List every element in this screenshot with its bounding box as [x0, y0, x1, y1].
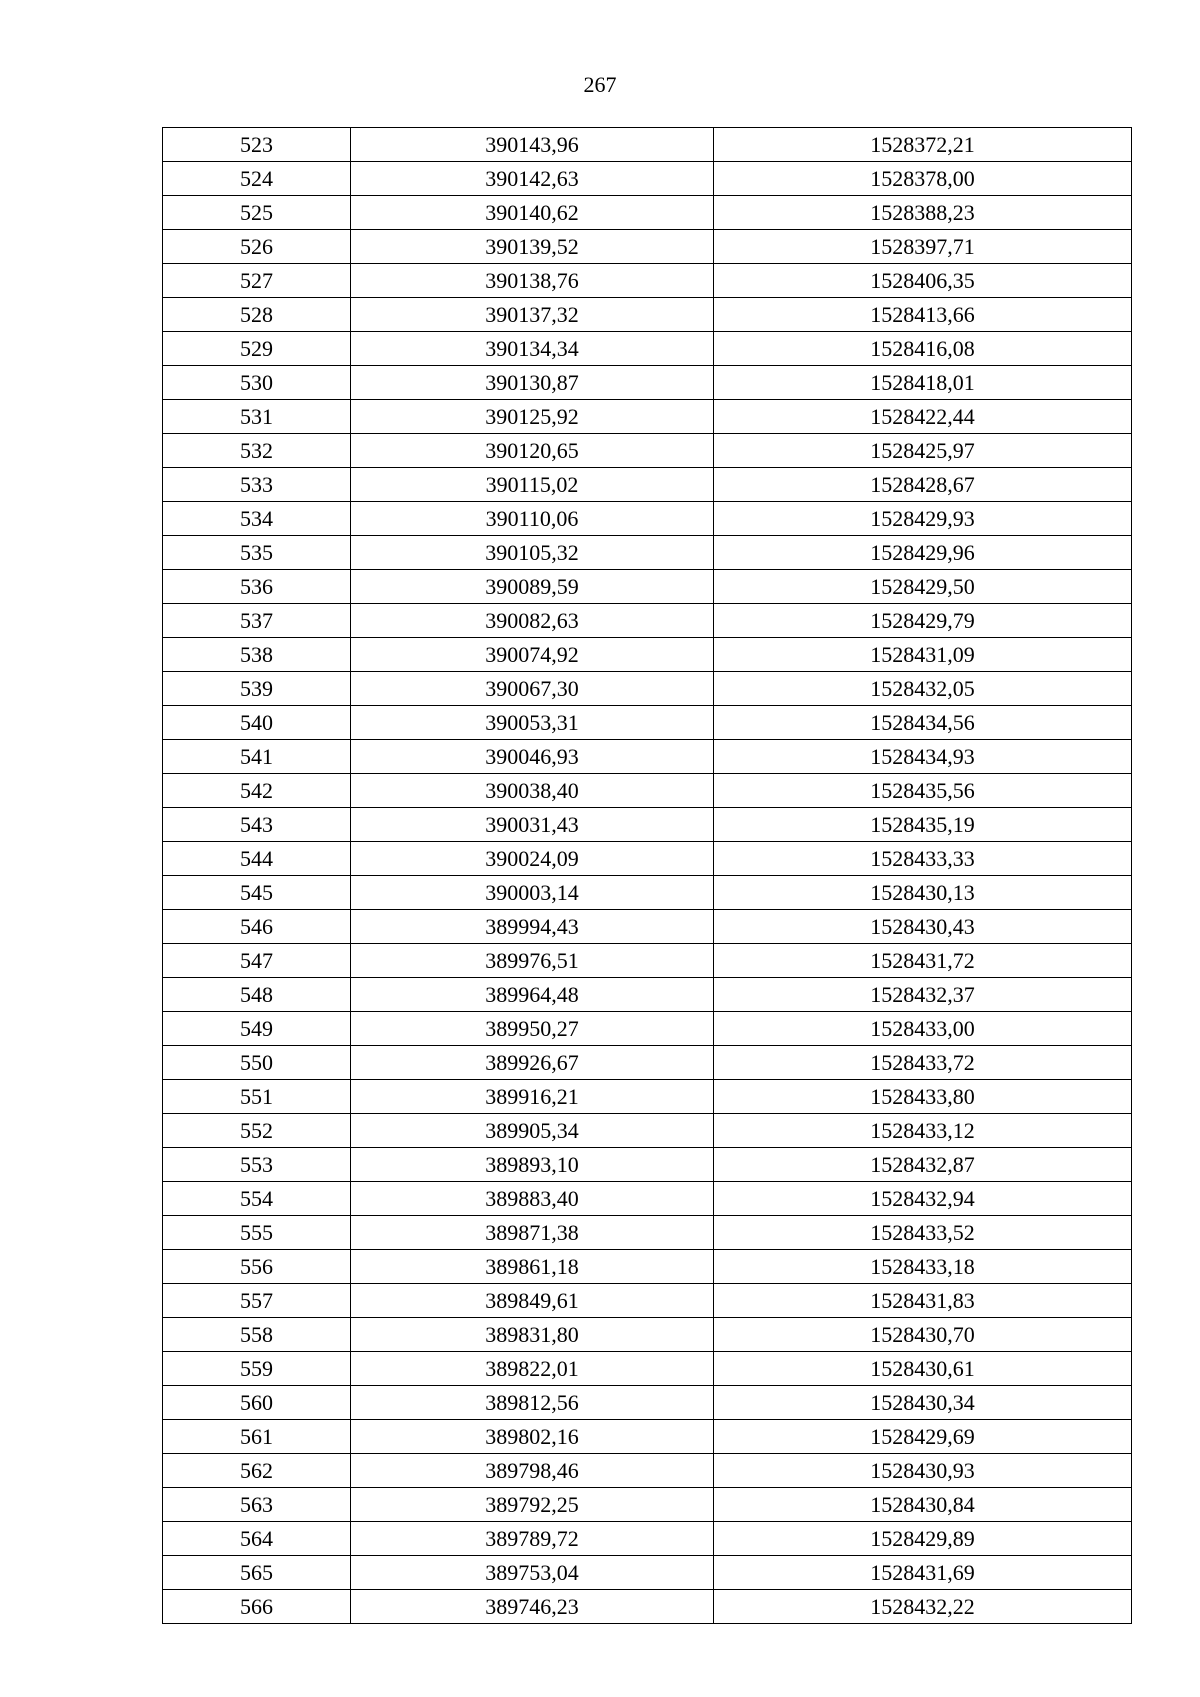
x-coordinate-cell: 390138,76: [351, 264, 714, 298]
x-coordinate-cell: 389964,48: [351, 978, 714, 1012]
point-number-cell: 536: [163, 570, 351, 604]
y-coordinate-cell: 1528433,72: [714, 1046, 1132, 1080]
point-number-cell: 524: [163, 162, 351, 196]
point-number-cell: 558: [163, 1318, 351, 1352]
y-coordinate-cell: 1528418,01: [714, 366, 1132, 400]
table-row: [163, 1250, 1132, 1284]
y-coordinate-cell: 1528422,44: [714, 400, 1132, 434]
point-number-cell: 530: [163, 366, 351, 400]
table-row: [163, 638, 1132, 672]
x-coordinate-cell: 390120,65: [351, 434, 714, 468]
table-row: [163, 1352, 1132, 1386]
table-row: [163, 706, 1132, 740]
table-row: [163, 842, 1132, 876]
x-coordinate-cell: 389849,61: [351, 1284, 714, 1318]
table-row: [163, 1080, 1132, 1114]
point-number-cell: 525: [163, 196, 351, 230]
table-row: [163, 1556, 1132, 1590]
y-coordinate-cell: 1528430,70: [714, 1318, 1132, 1352]
point-number-cell: 552: [163, 1114, 351, 1148]
x-coordinate-cell: 389753,04: [351, 1556, 714, 1590]
table-row: [163, 978, 1132, 1012]
table-row: [163, 570, 1132, 604]
table-row: [163, 944, 1132, 978]
table-row: [163, 298, 1132, 332]
point-number-cell: 547: [163, 944, 351, 978]
x-coordinate-cell: 390038,40: [351, 774, 714, 808]
x-coordinate-cell: 390115,02: [351, 468, 714, 502]
x-coordinate-cell: 389916,21: [351, 1080, 714, 1114]
y-coordinate-cell: 1528433,12: [714, 1114, 1132, 1148]
table-row: [163, 502, 1132, 536]
y-coordinate-cell: 1528428,67: [714, 468, 1132, 502]
point-number-cell: 528: [163, 298, 351, 332]
x-coordinate-cell: 389831,80: [351, 1318, 714, 1352]
x-coordinate-cell: 390053,31: [351, 706, 714, 740]
x-coordinate-cell: 390003,14: [351, 876, 714, 910]
table-row: [163, 366, 1132, 400]
y-coordinate-cell: 1528416,08: [714, 332, 1132, 366]
table-row: [163, 196, 1132, 230]
point-number-cell: 561: [163, 1420, 351, 1454]
y-coordinate-cell: 1528430,34: [714, 1386, 1132, 1420]
point-number-cell: 539: [163, 672, 351, 706]
y-coordinate-cell: 1528433,52: [714, 1216, 1132, 1250]
x-coordinate-cell: 389905,34: [351, 1114, 714, 1148]
table-row: [163, 1590, 1132, 1624]
x-coordinate-cell: 389798,46: [351, 1454, 714, 1488]
y-coordinate-cell: 1528432,37: [714, 978, 1132, 1012]
point-number-cell: 551: [163, 1080, 351, 1114]
point-number-cell: 533: [163, 468, 351, 502]
x-coordinate-cell: 389822,01: [351, 1352, 714, 1386]
y-coordinate-cell: 1528430,43: [714, 910, 1132, 944]
table-row: [163, 808, 1132, 842]
x-coordinate-cell: 389976,51: [351, 944, 714, 978]
table-row: [163, 774, 1132, 808]
table-row: [163, 400, 1132, 434]
table-row: [163, 1386, 1132, 1420]
table-row: [163, 1148, 1132, 1182]
y-coordinate-cell: 1528431,83: [714, 1284, 1132, 1318]
table-row: [163, 1182, 1132, 1216]
y-coordinate-cell: 1528397,71: [714, 230, 1132, 264]
y-coordinate-cell: 1528432,22: [714, 1590, 1132, 1624]
point-number-cell: 544: [163, 842, 351, 876]
table-row: [163, 1216, 1132, 1250]
x-coordinate-cell: 389802,16: [351, 1420, 714, 1454]
page-number: 267: [583, 72, 617, 97]
x-coordinate-cell: 390067,30: [351, 672, 714, 706]
y-coordinate-cell: 1528433,00: [714, 1012, 1132, 1046]
y-coordinate-cell: 1528429,96: [714, 536, 1132, 570]
x-coordinate-cell: 390110,06: [351, 502, 714, 536]
table-row: [163, 1318, 1132, 1352]
table-row: [163, 162, 1132, 196]
y-coordinate-cell: 1528429,89: [714, 1522, 1132, 1556]
y-coordinate-cell: 1528433,80: [714, 1080, 1132, 1114]
y-coordinate-cell: 1528378,00: [714, 162, 1132, 196]
point-number-cell: 563: [163, 1488, 351, 1522]
x-coordinate-cell: 389950,27: [351, 1012, 714, 1046]
y-coordinate-cell: 1528432,94: [714, 1182, 1132, 1216]
y-coordinate-cell: 1528388,23: [714, 196, 1132, 230]
x-coordinate-cell: 389746,23: [351, 1590, 714, 1624]
point-number-cell: 562: [163, 1454, 351, 1488]
point-number-cell: 564: [163, 1522, 351, 1556]
y-coordinate-cell: 1528431,69: [714, 1556, 1132, 1590]
point-number-cell: 566: [163, 1590, 351, 1624]
point-number-cell: 537: [163, 604, 351, 638]
y-coordinate-cell: 1528429,50: [714, 570, 1132, 604]
table-row: [163, 910, 1132, 944]
table-row: [163, 536, 1132, 570]
x-coordinate-cell: 390105,32: [351, 536, 714, 570]
y-coordinate-cell: 1528425,97: [714, 434, 1132, 468]
x-coordinate-cell: 389893,10: [351, 1148, 714, 1182]
y-coordinate-cell: 1528433,18: [714, 1250, 1132, 1284]
table-row: [163, 1046, 1132, 1080]
table-row: [163, 672, 1132, 706]
point-number-cell: 556: [163, 1250, 351, 1284]
y-coordinate-cell: 1528435,19: [714, 808, 1132, 842]
point-number-cell: 550: [163, 1046, 351, 1080]
point-number-cell: 526: [163, 230, 351, 264]
point-number-cell: 527: [163, 264, 351, 298]
x-coordinate-cell: 390130,87: [351, 366, 714, 400]
table-row: [163, 1420, 1132, 1454]
x-coordinate-cell: 390089,59: [351, 570, 714, 604]
point-number-cell: 560: [163, 1386, 351, 1420]
point-number-cell: 545: [163, 876, 351, 910]
point-number-cell: 555: [163, 1216, 351, 1250]
y-coordinate-cell: 1528433,33: [714, 842, 1132, 876]
point-number-cell: 531: [163, 400, 351, 434]
table-row: [163, 434, 1132, 468]
x-coordinate-cell: 389994,43: [351, 910, 714, 944]
x-coordinate-cell: 389926,67: [351, 1046, 714, 1080]
x-coordinate-cell: 390031,43: [351, 808, 714, 842]
x-coordinate-cell: 390082,63: [351, 604, 714, 638]
table-row: [163, 604, 1132, 638]
table-row: [163, 1488, 1132, 1522]
point-number-cell: 554: [163, 1182, 351, 1216]
point-number-cell: 549: [163, 1012, 351, 1046]
x-coordinate-cell: 390142,63: [351, 162, 714, 196]
y-coordinate-cell: 1528431,72: [714, 944, 1132, 978]
point-number-cell: 534: [163, 502, 351, 536]
x-coordinate-cell: 390140,62: [351, 196, 714, 230]
point-number-cell: 548: [163, 978, 351, 1012]
y-coordinate-cell: 1528429,69: [714, 1420, 1132, 1454]
table-row: [163, 264, 1132, 298]
point-number-cell: 535: [163, 536, 351, 570]
point-number-cell: 553: [163, 1148, 351, 1182]
y-coordinate-cell: 1528430,93: [714, 1454, 1132, 1488]
point-number-cell: 529: [163, 332, 351, 366]
table-row: [163, 876, 1132, 910]
x-coordinate-cell: 389861,18: [351, 1250, 714, 1284]
x-coordinate-cell: 389789,72: [351, 1522, 714, 1556]
y-coordinate-cell: 1528430,84: [714, 1488, 1132, 1522]
point-number-cell: 557: [163, 1284, 351, 1318]
point-number-cell: 538: [163, 638, 351, 672]
point-number-cell: 541: [163, 740, 351, 774]
x-coordinate-cell: 390125,92: [351, 400, 714, 434]
x-coordinate-cell: 390137,32: [351, 298, 714, 332]
x-coordinate-cell: 390046,93: [351, 740, 714, 774]
y-coordinate-cell: 1528435,56: [714, 774, 1132, 808]
x-coordinate-cell: 389871,38: [351, 1216, 714, 1250]
point-number-cell: 546: [163, 910, 351, 944]
table-row: [163, 1522, 1132, 1556]
x-coordinate-cell: 390139,52: [351, 230, 714, 264]
y-coordinate-cell: 1528432,87: [714, 1148, 1132, 1182]
y-coordinate-cell: 1528429,79: [714, 604, 1132, 638]
table-row: [163, 128, 1132, 162]
y-coordinate-cell: 1528431,09: [714, 638, 1132, 672]
table-row: [163, 1114, 1132, 1148]
point-number-cell: 543: [163, 808, 351, 842]
point-number-cell: 565: [163, 1556, 351, 1590]
x-coordinate-cell: 390143,96: [351, 128, 714, 162]
table-row: [163, 332, 1132, 366]
point-number-cell: 532: [163, 434, 351, 468]
x-coordinate-cell: 389812,56: [351, 1386, 714, 1420]
x-coordinate-cell: 390024,09: [351, 842, 714, 876]
y-coordinate-cell: 1528372,21: [714, 128, 1132, 162]
coordinates-table-body: [163, 128, 1132, 1624]
table-row: [163, 740, 1132, 774]
x-coordinate-cell: 390134,34: [351, 332, 714, 366]
x-coordinate-cell: 389883,40: [351, 1182, 714, 1216]
coordinates-table: [162, 127, 1132, 1624]
point-number-cell: 559: [163, 1352, 351, 1386]
y-coordinate-cell: 1528430,13: [714, 876, 1132, 910]
y-coordinate-cell: 1528434,93: [714, 740, 1132, 774]
y-coordinate-cell: 1528406,35: [714, 264, 1132, 298]
y-coordinate-cell: 1528432,05: [714, 672, 1132, 706]
table-row: [163, 1454, 1132, 1488]
point-number-cell: 540: [163, 706, 351, 740]
y-coordinate-cell: 1528413,66: [714, 298, 1132, 332]
point-number-cell: 523: [163, 128, 351, 162]
x-coordinate-cell: 390074,92: [351, 638, 714, 672]
table-row: [163, 230, 1132, 264]
point-number-cell: 542: [163, 774, 351, 808]
y-coordinate-cell: 1528434,56: [714, 706, 1132, 740]
x-coordinate-cell: 389792,25: [351, 1488, 714, 1522]
table-row: [163, 1012, 1132, 1046]
y-coordinate-cell: 1528429,93: [714, 502, 1132, 536]
table-row: [163, 468, 1132, 502]
y-coordinate-cell: 1528430,61: [714, 1352, 1132, 1386]
table-row: [163, 1284, 1132, 1318]
